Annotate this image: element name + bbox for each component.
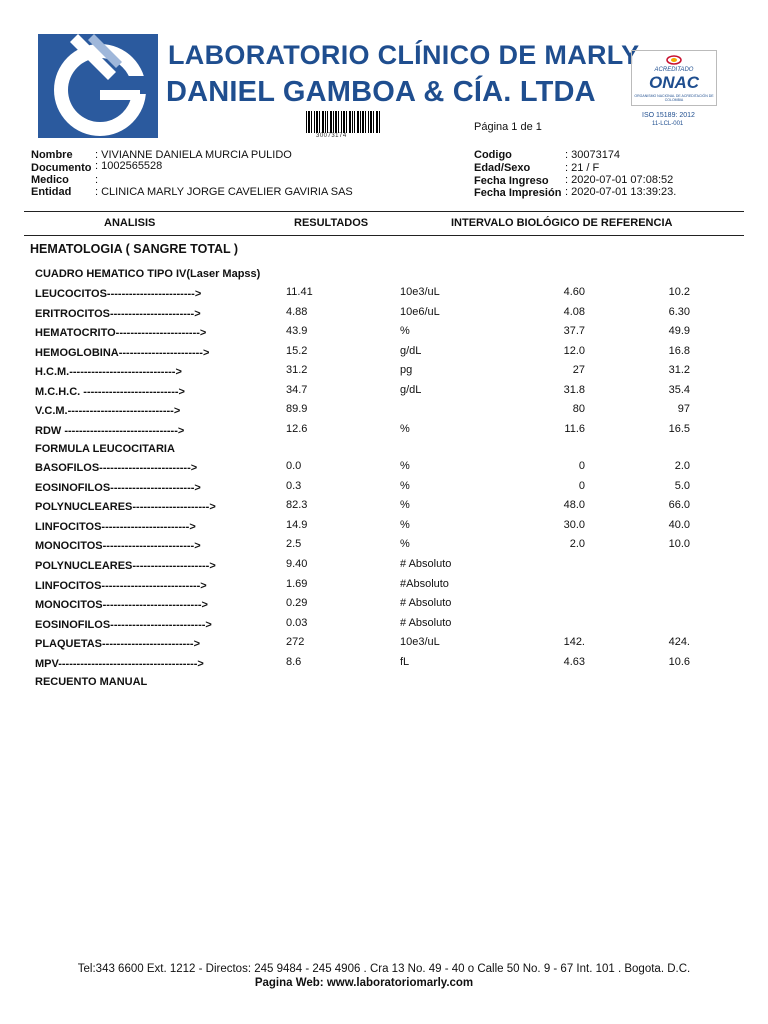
analyte-name: RDW -------------------------------> [35,424,185,437]
column-intervalo: INTERVALO BIOLÓGICO DE REFERENCIA [451,217,673,229]
result-value: 0.29 [286,597,308,610]
edad-sexo-value: : 21 / F [565,162,600,174]
analyte-name: EOSINOFILOS--------------------------> [35,618,212,631]
reference-min: 0 [578,479,585,492]
onac-logo-text: ONAC [648,73,700,92]
reference-max: 424. [668,636,690,649]
reference-max: 35.4 [668,383,690,396]
result-value: 272 [286,636,305,649]
result-unit: # Absoluto [400,597,452,610]
analyte-name: LEUCOCITOS------------------------> [35,288,202,300]
result-value: 12.6 [286,422,308,435]
reference-min: 4.63 [563,656,585,668]
result-value: 34.7 [286,383,308,396]
reference-max: 2.0 [674,460,690,472]
fecha-impresion-value: : 2020-07-01 13:39:23. [565,186,677,198]
result-value: 31.2 [286,364,308,376]
result-unit: g/dL [400,383,422,396]
reference-min: 2.0 [569,538,585,551]
footer-website: Pagina Web: www.laboratoriomarly.com [254,977,474,989]
analyte-name: HEMATOCRITO-----------------------> [35,327,207,339]
result-value: 43.9 [286,325,308,337]
lab-name-line1: LABORATORIO CLÍNICO DE MARLY [168,40,640,70]
edad-sexo-label: Edad/Sexo [474,162,531,174]
reference-min: 30.0 [563,518,585,531]
result-unit: % [400,479,410,492]
reference-min: 11.6 [564,422,585,435]
result-value: 4.88 [286,305,308,318]
result-value: 0.3 [286,479,302,492]
reference-min: 142. [563,636,585,649]
result-value: 1.69 [286,577,308,590]
result-unit: % [400,538,410,551]
result-value: 82.3 [286,499,308,512]
reference-min: 4.60 [563,286,585,298]
lab-name-line2: DANIEL GAMBOA & CÍA. LTDA [166,76,596,108]
onac-subtitle: ORGANISMO NACIONAL DE ACREDITACIÓN DE COLOMBIA [634,94,714,102]
nombre-label: Nombre [31,149,73,161]
analyte-name: PLAQUETAS-------------------------> [35,638,201,651]
reference-min: 80 [572,403,585,415]
reference-min: 0 [578,460,585,472]
header-bottom-rule [24,235,744,236]
result-value: 0.03 [286,616,308,629]
analyte-name: POLYNUCLEARES---------------------> [35,560,216,572]
analyte-name: MONOCITOS---------------------------> [35,599,208,612]
result-value: 0.0 [286,460,302,472]
reference-max: 97 [677,403,690,415]
reference-max: 40.0 [668,518,690,531]
onac-emblem-icon [666,55,682,65]
reference-min: 12.0 [563,344,585,357]
result-value: 2.5 [286,538,302,551]
result-unit: 10e3/uL [400,286,440,298]
barcode-number: 30073174 [316,133,347,139]
subtitle-cuadro-hematico: CUADRO HEMATICO TIPO IV(Laser Mapss) [35,268,261,280]
result-unit: % [400,460,410,472]
reference-min: 27 [572,364,585,376]
analyte-name: MONOCITOS-------------------------> [35,540,201,553]
nombre-value: : VIVIANNE DANIELA MURCIA PULIDO [95,149,292,161]
reference-max: 31.2 [668,364,690,376]
result-value: 15.2 [286,344,308,357]
fecha-ingreso-label: Fecha Ingreso [474,175,549,187]
section-title: HEMATOLOGIA ( SANGRE TOTAL ) [30,242,239,256]
reference-min: 37.7 [563,325,585,337]
header-top-rule [24,211,744,212]
analyte-name: MPV--------------------------------------> [35,658,204,670]
reference-max: 10.0 [668,538,690,551]
result-unit: 10e3/uL [400,636,440,649]
result-value: 89.9 [286,403,308,415]
codigo-value: : 30073174 [565,149,621,161]
result-unit: 10e6/uL [400,305,440,318]
analyte-name: ERITROCITOS-----------------------> [35,307,201,320]
page-indicator: Página 1 de 1 [474,121,542,133]
analyte-name: V.C.M.-----------------------------> [35,405,181,417]
documento-label: Documento [31,162,92,174]
analyte-name: H.C.M.-----------------------------> [35,366,182,378]
reference-max: 10.6 [668,656,690,668]
result-unit: % [400,325,410,337]
barcode [306,111,380,133]
reference-min: 48.0 [563,499,585,512]
analyte-name: LINFOCITOS------------------------> [35,520,196,533]
result-value: 9.40 [286,558,308,570]
analyte-name: BASOFILOS-------------------------> [35,462,198,474]
codigo-label: Codigo [474,149,512,161]
entidad-label: Entidad [31,186,72,198]
reference-max: 10.2 [668,286,690,298]
reference-max: 66.0 [668,499,690,512]
result-unit: # Absoluto [400,616,452,629]
result-value: 11.41 [286,286,313,298]
result-unit: # Absoluto [400,558,452,570]
column-resultados: RESULTADOS [294,217,369,229]
fecha-ingreso-value: : 2020-07-01 07:08:52 [565,174,674,186]
reference-min: 31.8 [563,383,585,396]
reference-min: 4.08 [563,305,585,318]
documento-value: : 1002565528 [95,160,163,172]
reference-max: 5.0 [674,479,690,492]
analyte-name: POLYNUCLEARES---------------------> [35,501,216,514]
result-value: 8.6 [286,656,302,668]
result-unit: % [400,518,410,531]
subtitle-recuento-manual: RECUENTO MANUAL [35,676,148,688]
medico-label: Medico [31,174,69,186]
analyte-name: LINFOCITOS---------------------------> [35,579,207,592]
medico-value: : [95,174,99,186]
iso-standard: ISO 15189: 2012 [642,112,695,119]
analyte-name: EOSINOFILOS-----------------------> [35,481,201,494]
iso-code: 11-LCL-001 [652,121,684,127]
lab-logo [38,34,158,138]
onac-accreditation-badge [631,50,717,106]
reference-max: 16.8 [668,344,690,357]
entidad-value: : CLINICA MARLY JORGE CAVELIER GAVIRIA SAS [95,186,353,198]
result-unit: g/dL [400,344,422,357]
reference-max: 6.30 [668,305,690,318]
fecha-impresion-label: Fecha Impresión [474,187,562,199]
result-unit: #Absoluto [400,577,449,590]
result-unit: % [400,422,410,435]
analyte-name: M.C.H.C. --------------------------> [35,385,185,398]
result-unit: pg [400,364,413,376]
result-unit: % [400,499,410,512]
footer-contact: Tel:343 6600 Ext. 1212 - Directos: 245 9484 - 245 4906 . Cra 13 No. 49 - 40 o Calle 50 No. 9 - 67 Int. 101 . Bogota. D.C. [77,963,691,975]
result-value: 14.9 [286,518,308,531]
result-unit: fL [400,656,410,668]
reference-max: 16.5 [668,422,690,435]
column-analisis: ANALISIS [104,217,156,229]
analyte-name: HEMOGLOBINA-----------------------> [35,346,210,359]
onac-acreditado: ACREDITADO [654,67,694,73]
subtitle-formula-leucocitaria: FORMULA LEUCOCITARIA [35,443,175,455]
reference-max: 49.9 [668,325,690,337]
